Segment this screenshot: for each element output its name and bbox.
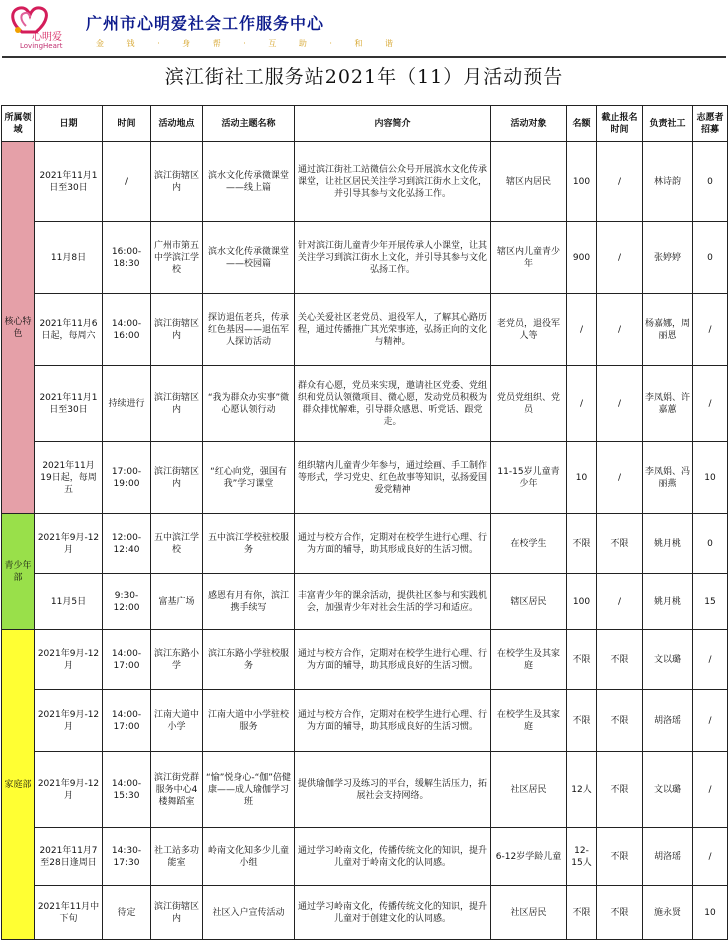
- intro-cell: 群众有心愿，党员来实现，邀请社区党委、党组织和党员认领微项目、微心愿，发动党员积极为群众排忧解难，引导群众感恩、听党话、跟党走。: [295, 366, 491, 442]
- theme-cell: 探访退伍老兵，传承红色基因——退伍军人探访活动: [203, 294, 295, 366]
- place-cell: 江南大道中小学: [151, 690, 203, 752]
- worker-cell: 姚月桃: [643, 514, 693, 574]
- worker-cell: 林诗韵: [643, 142, 693, 222]
- quota-cell: 900: [567, 222, 597, 294]
- worker-cell: 胡洛瑶: [643, 828, 693, 886]
- table-row: [2, 514, 728, 574]
- category-cell: 核心特色: [2, 142, 35, 514]
- quota-cell: 12-15人: [567, 828, 597, 886]
- place-cell: 滨江街辖区内: [151, 142, 203, 222]
- time-cell: 17:00-19:00: [103, 442, 151, 514]
- worker-cell: 杨嘉娜，周丽恩: [643, 294, 693, 366]
- table-row: [2, 828, 728, 886]
- worker-cell: 胡洛瑶: [643, 690, 693, 752]
- time-cell: 14:00-17:00: [103, 690, 151, 752]
- theme-cell: “红心向党，强国有我”学习课堂: [203, 442, 295, 514]
- volunteer-cell: /: [693, 366, 728, 442]
- deadline-cell: 不限: [597, 690, 643, 752]
- intro-cell: 通过与校方合作，定期对在校学生进行心理、行为方面的辅导，助其形成良好的生活习惯。: [295, 514, 491, 574]
- volunteer-cell: /: [693, 294, 728, 366]
- place-cell: 滨江街党群服务中心4楼舞蹈室: [151, 752, 203, 828]
- column-header: 活动地点: [151, 106, 203, 142]
- table-header-row: [2, 106, 728, 142]
- table-row: [2, 630, 728, 690]
- organization-name: 广州市心明爱社会工作服务中心: [86, 14, 325, 33]
- theme-cell: 滨水文化传承微课堂——校园篇: [203, 222, 295, 294]
- worker-cell: 姚月桃: [643, 574, 693, 630]
- worker-cell: 李凤娟、冯丽燕: [643, 442, 693, 514]
- column-header: 内容简介: [295, 106, 491, 142]
- target-cell: 在校学生: [491, 514, 567, 574]
- deadline-cell: 不限: [597, 828, 643, 886]
- target-cell: 在校学生及其家庭: [491, 690, 567, 752]
- intro-cell: 通过与校方合作，定期对在校学生进行心理、行为方面的辅导，助其形成良好的生活习惯。: [295, 690, 491, 752]
- intro-cell: 针对滨江街儿童青少年开展传承人小课堂，让其关注学习到滨江街水上文化，并引导其参与文化弘扬工作。: [295, 222, 491, 294]
- column-header: 日期: [35, 106, 103, 142]
- intro-cell: 提供瑜伽学习及练习的平台，缓解生活压力，拓展社会支持网络。: [295, 752, 491, 828]
- volunteer-cell: 0: [693, 222, 728, 294]
- place-cell: 滨江街辖区内: [151, 442, 203, 514]
- column-header: 截止报名时间: [597, 106, 643, 142]
- theme-cell: “我为群众办实事”微心愿认领行动: [203, 366, 295, 442]
- intro-cell: 通过与校方合作，定期对在校学生进行心理、行为方面的辅导，助其形成良好的生活习惯。: [295, 630, 491, 690]
- page-title: 滨江街社工服务站2021年（11）月活动预告: [164, 66, 564, 88]
- worker-cell: 张婷婷: [643, 222, 693, 294]
- quota-cell: 12人: [567, 752, 597, 828]
- date-cell: 2021年11月1日至30日: [35, 142, 103, 222]
- time-cell: 持续进行: [103, 366, 151, 442]
- table-row: [2, 222, 728, 294]
- volunteer-cell: 15: [693, 574, 728, 630]
- date-cell: 11月8日: [35, 222, 103, 294]
- deadline-cell: /: [597, 142, 643, 222]
- intro-cell: 通过滨江街社工站微信公众号开展滨水文化传承课堂，让社区居民关注学习到滨江街水上文化，并引导其参与文化弘扬工作。: [295, 142, 491, 222]
- deadline-cell: /: [597, 442, 643, 514]
- date-cell: 2021年11月19日起，每周五: [35, 442, 103, 514]
- theme-cell: 滨江东路小学驻校服务: [203, 630, 295, 690]
- category-cell: 家庭部: [2, 630, 35, 940]
- target-cell: 社区居民: [491, 886, 567, 940]
- quota-cell: 100: [567, 574, 597, 630]
- place-cell: 社工站多功能室: [151, 828, 203, 886]
- quota-cell: 不限: [567, 514, 597, 574]
- intro-cell: 组织辖内儿童青少年参与，通过绘画、手工制作等形式，学习党史、红色故事等知识，弘扬爱国爱党精神: [295, 442, 491, 514]
- intro-cell: 通过学习岭南文化，传播传统文化的知识，提升儿童对于创建文化的认同感。: [295, 886, 491, 940]
- page-header: [0, 0, 728, 56]
- date-cell: 2021年9月-12月: [35, 514, 103, 574]
- theme-cell: 社区入户宣传活动: [203, 886, 295, 940]
- target-cell: 老党员，退役军人等: [491, 294, 567, 366]
- volunteer-cell: 0: [693, 514, 728, 574]
- deadline-cell: /: [597, 222, 643, 294]
- date-cell: 2021年11月1日至30日: [35, 366, 103, 442]
- worker-cell: 文以璐: [643, 752, 693, 828]
- table-row: [2, 142, 728, 222]
- place-cell: 广州市第五中学滨江学校: [151, 222, 203, 294]
- place-cell: 滨江街辖区内: [151, 886, 203, 940]
- date-cell: 2021年9月-12月: [35, 630, 103, 690]
- date-cell: 2021年11月7至28日逢周日: [35, 828, 103, 886]
- volunteer-cell: 10: [693, 442, 728, 514]
- date-cell: 2021年11月中下旬: [35, 886, 103, 940]
- table-row: [2, 886, 728, 940]
- target-cell: 社区居民: [491, 752, 567, 828]
- table-row: [2, 294, 728, 366]
- column-header: 负责社工: [643, 106, 693, 142]
- activity-table: [1, 105, 728, 940]
- quota-cell: /: [567, 294, 597, 366]
- deadline-cell: /: [597, 574, 643, 630]
- column-header: 活动主题名称: [203, 106, 295, 142]
- place-cell: 富基广场: [151, 574, 203, 630]
- quota-cell: /: [567, 366, 597, 442]
- category-cell: 青少年部: [2, 514, 35, 630]
- date-cell: 11月5日: [35, 574, 103, 630]
- target-cell: 辖区内居民: [491, 142, 567, 222]
- volunteer-cell: /: [693, 690, 728, 752]
- column-header: 活动对象: [491, 106, 567, 142]
- target-cell: 11-15岁儿童青少年: [491, 442, 567, 514]
- theme-cell: 五中滨江学校驻校服务: [203, 514, 295, 574]
- place-cell: 滨江街辖区内: [151, 294, 203, 366]
- theme-cell: 江南大道中小学驻校服务: [203, 690, 295, 752]
- volunteer-cell: 0: [693, 142, 728, 222]
- quota-cell: 不限: [567, 886, 597, 940]
- column-header: 时间: [103, 106, 151, 142]
- worker-cell: 施永贤: [643, 886, 693, 940]
- quota-cell: 100: [567, 142, 597, 222]
- time-cell: 16:00-18:30: [103, 222, 151, 294]
- volunteer-cell: /: [693, 630, 728, 690]
- table-row: [2, 366, 728, 442]
- date-cell: 2021年9月-12月: [35, 690, 103, 752]
- time-cell: 14:00-15:30: [103, 752, 151, 828]
- time-cell: /: [103, 142, 151, 222]
- worker-cell: 李凤娟、许嘉蕙: [643, 366, 693, 442]
- header-divider: [2, 56, 726, 58]
- time-cell: 14:00-17:00: [103, 630, 151, 690]
- target-cell: 在校学生及其家庭: [491, 630, 567, 690]
- date-cell: 2021年11月6日起，每周六: [35, 294, 103, 366]
- target-cell: 党员党组织、党员: [491, 366, 567, 442]
- time-cell: 14:00-16:00: [103, 294, 151, 366]
- logo-text: 心明爱: [32, 32, 62, 43]
- theme-cell: “愉”悦身心-“伽”倍健康——成人瑜伽学习班: [203, 752, 295, 828]
- place-cell: 滨江东路小学: [151, 630, 203, 690]
- deadline-cell: /: [597, 366, 643, 442]
- column-header: 名额: [567, 106, 597, 142]
- time-cell: 9:30-12:00: [103, 574, 151, 630]
- table-row: [2, 690, 728, 752]
- volunteer-cell: /: [693, 828, 728, 886]
- org-logo: [4, 2, 82, 54]
- theme-cell: 感恩有月有你，滨江携手续写: [203, 574, 295, 630]
- place-cell: 滨江街辖区内: [151, 366, 203, 442]
- logo-subtext: LovingHeart: [20, 42, 63, 50]
- theme-cell: 滨水文化传承微课堂——线上篇: [203, 142, 295, 222]
- time-cell: 12:00-12:40: [103, 514, 151, 574]
- organization-slogan: 金 钱 · 身 帮 · 互 助 · 和 谐: [96, 39, 394, 48]
- target-cell: 6-12岁学龄儿童: [491, 828, 567, 886]
- date-cell: 2021年9月-12月: [35, 752, 103, 828]
- intro-cell: 关心关爱社区老党员、退役军人，了解其心路历程，通过传播推广其光荣事迹，弘扬正向的文化与精神。: [295, 294, 491, 366]
- table-row: [2, 442, 728, 514]
- target-cell: 辖区内儿童青少年: [491, 222, 567, 294]
- table-row: [2, 574, 728, 630]
- deadline-cell: 不限: [597, 630, 643, 690]
- intro-cell: 通过学习岭南文化，传播传统文化的知识，提升儿童对于岭南文化的认同感。: [295, 828, 491, 886]
- worker-cell: 文以璐: [643, 630, 693, 690]
- quota-cell: 不限: [567, 630, 597, 690]
- quota-cell: 不限: [567, 690, 597, 752]
- place-cell: 五中滨江学校: [151, 514, 203, 574]
- target-cell: 辖区居民: [491, 574, 567, 630]
- deadline-cell: 不限: [597, 752, 643, 828]
- volunteer-cell: 10: [693, 886, 728, 940]
- volunteer-cell: /: [693, 752, 728, 828]
- column-header: 志愿者招募: [693, 106, 728, 142]
- quota-cell: 10: [567, 442, 597, 514]
- theme-cell: 岭南文化知多少儿童小组: [203, 828, 295, 886]
- time-cell: 待定: [103, 886, 151, 940]
- intro-cell: 丰富青少年的课余活动，提供社区参与和实践机会，加强青少年对社会生活的学习和适应。: [295, 574, 491, 630]
- column-header: 所属领域: [2, 106, 35, 142]
- deadline-cell: 不限: [597, 886, 643, 940]
- table-row: [2, 752, 728, 828]
- deadline-cell: 不限: [597, 514, 643, 574]
- time-cell: 14:30-17:30: [103, 828, 151, 886]
- deadline-cell: /: [597, 294, 643, 366]
